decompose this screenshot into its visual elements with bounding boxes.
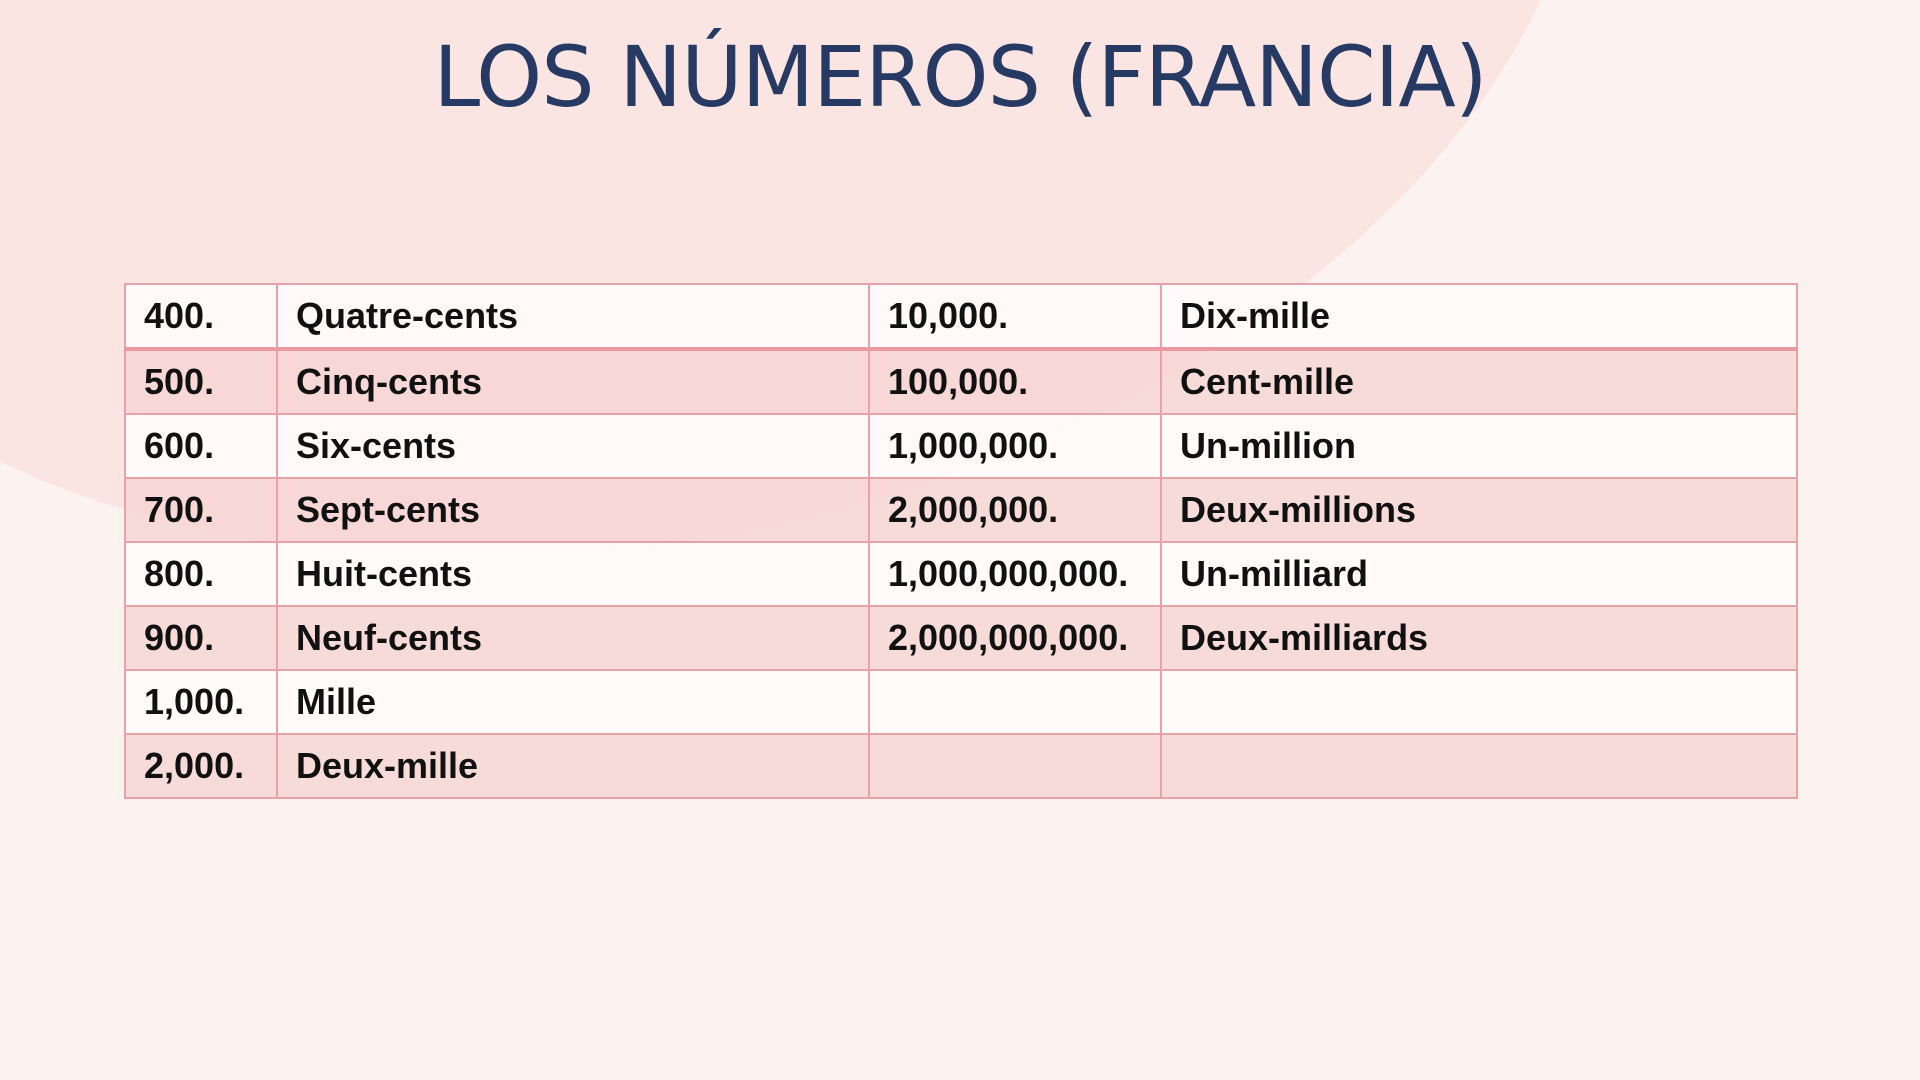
table-row — [125, 542, 1797, 606]
number-cell: 2,000,000. — [869, 478, 1161, 542]
number-cell: 600. — [125, 414, 277, 478]
word-cell: Deux-milliards — [1161, 606, 1797, 670]
word-cell: Cinq-cents — [277, 349, 869, 414]
word-cell: Un-million — [1161, 414, 1797, 478]
number-cell: 800. — [125, 542, 277, 606]
empty-cell — [1161, 734, 1797, 798]
table-row — [125, 414, 1797, 478]
word-cell: Deux-millions — [1161, 478, 1797, 542]
number-cell: 900. — [125, 606, 277, 670]
table-row — [125, 606, 1797, 670]
table-row — [125, 478, 1797, 542]
word-cell: Cent-mille — [1161, 349, 1797, 414]
number-cell: 2,000. — [125, 734, 277, 798]
table-row — [125, 670, 1797, 734]
table-row — [125, 349, 1797, 414]
word-cell: Deux-mille — [277, 734, 869, 798]
empty-cell — [869, 670, 1161, 734]
table-row — [125, 284, 1797, 349]
number-cell: 400. — [125, 284, 277, 349]
number-cell: 10,000. — [869, 284, 1161, 349]
word-cell: Sept-cents — [277, 478, 869, 542]
number-cell: 500. — [125, 349, 277, 414]
number-cell: 1,000. — [125, 670, 277, 734]
word-cell: Six-cents — [277, 414, 869, 478]
word-cell: Neuf-cents — [277, 606, 869, 670]
word-cell: Un-milliard — [1161, 542, 1797, 606]
word-cell: Huit-cents — [277, 542, 869, 606]
empty-cell — [869, 734, 1161, 798]
empty-cell — [1161, 670, 1797, 734]
number-cell: 700. — [125, 478, 277, 542]
number-cell: 100,000. — [869, 349, 1161, 414]
number-cell: 1,000,000,000. — [869, 542, 1161, 606]
table-row — [125, 734, 1797, 798]
word-cell: Mille — [277, 670, 869, 734]
word-cell: Quatre-cents — [277, 284, 869, 349]
word-cell: Dix-mille — [1161, 284, 1797, 349]
slide-title: LOS NÚMEROS (FRANCIA) — [433, 28, 1487, 126]
numbers-table — [124, 283, 1798, 799]
number-cell: 1,000,000. — [869, 414, 1161, 478]
number-cell: 2,000,000,000. — [869, 606, 1161, 670]
